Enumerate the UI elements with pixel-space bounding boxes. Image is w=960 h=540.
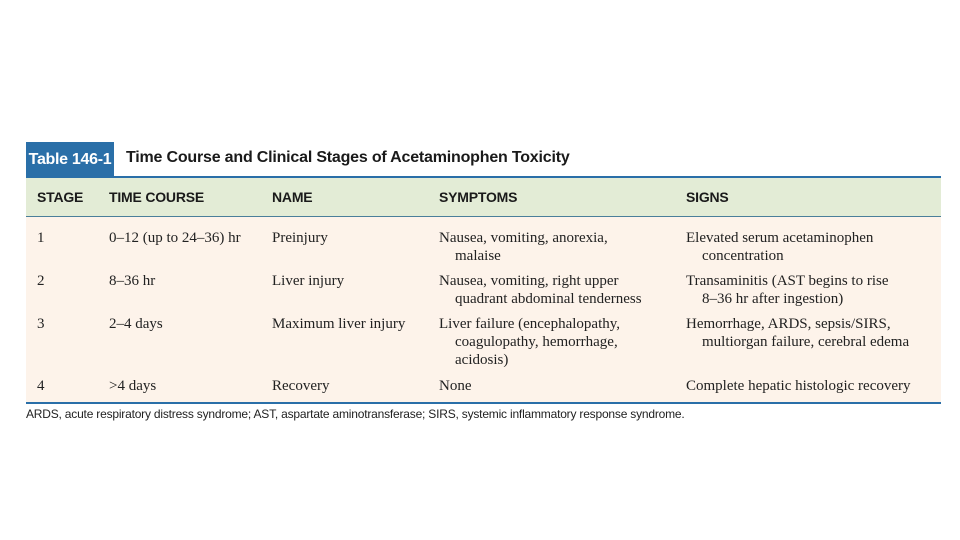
cell-symptoms [439,315,679,369]
cell-symptoms-line: coagulopathy, hemorrhage, [455,334,618,350]
cell-time-course: >4 days [109,378,157,394]
cell-name: Preinjury [272,230,328,246]
table-header-row [26,178,941,217]
cell-symptoms [439,272,679,308]
cell-time-course: 8–36 hr [109,273,156,289]
cell-signs-line: Hemorrhage, ARDS, sepsis/SIRS, [686,316,891,332]
cell-symptoms [439,229,679,265]
table-body [26,217,941,404]
cell-symptoms-line: Nausea, vomiting, right upper [439,273,619,289]
cell-signs-line: multiorgan failure, cerebral edema [702,334,910,350]
cell-signs-line: 8–36 hr after ingestion) [702,291,844,307]
cell-name: Maximum liver injury [272,316,406,332]
cell-signs [686,377,941,395]
cell-time-course: 2–4 days [109,316,163,332]
cell-stage: 2 [37,273,45,289]
table-caption [26,142,941,178]
table-title: Time Course and Clinical Stages of Acetaminophen Toxicity [126,149,570,166]
table-number-tag: Table 146-1 [26,142,114,178]
cell-symptoms [439,377,679,395]
header-stage: STAGE [37,189,84,205]
cell-symptoms-line: quadrant abdominal tenderness [455,291,642,307]
cell-name: Liver injury [272,273,345,289]
cell-symptoms-line: Liver failure (encephalopathy, [439,316,621,332]
cell-stage: 3 [37,316,45,332]
cell-symptoms-line: malaise [455,248,501,264]
cell-symptoms-line: None [439,378,472,394]
header-symptoms: SYMPTOMS [439,189,518,205]
cell-signs-line: Transaminitis (AST begins to rise [686,273,889,289]
cell-time-course: 0–12 (up to 24–36) hr [109,230,241,246]
acetaminophen-table [26,142,941,404]
cell-signs [686,229,941,265]
cell-signs-line: Elevated serum acetaminophen [686,230,874,246]
cell-signs-line: concentration [702,248,784,264]
header-time-course: TIME COURSE [109,189,205,205]
cell-symptoms-line: Nausea, vomiting, anorexia, [439,230,608,246]
header-signs: SIGNS [686,189,729,205]
cell-stage: 4 [37,378,45,394]
cell-signs-line: Complete hepatic histologic recovery [686,378,911,394]
cell-symptoms-line: acidosis) [455,352,509,368]
cell-signs [686,272,941,308]
cell-signs [686,315,941,351]
cell-stage: 1 [37,230,45,246]
header-name: NAME [272,189,313,205]
table-footnote: ARDS, acute respiratory distress syndrome; AST, aspartate aminotransferase; SIRS, systemic inflammatory response syndrome. [26,407,685,421]
cell-name: Recovery [272,378,330,394]
